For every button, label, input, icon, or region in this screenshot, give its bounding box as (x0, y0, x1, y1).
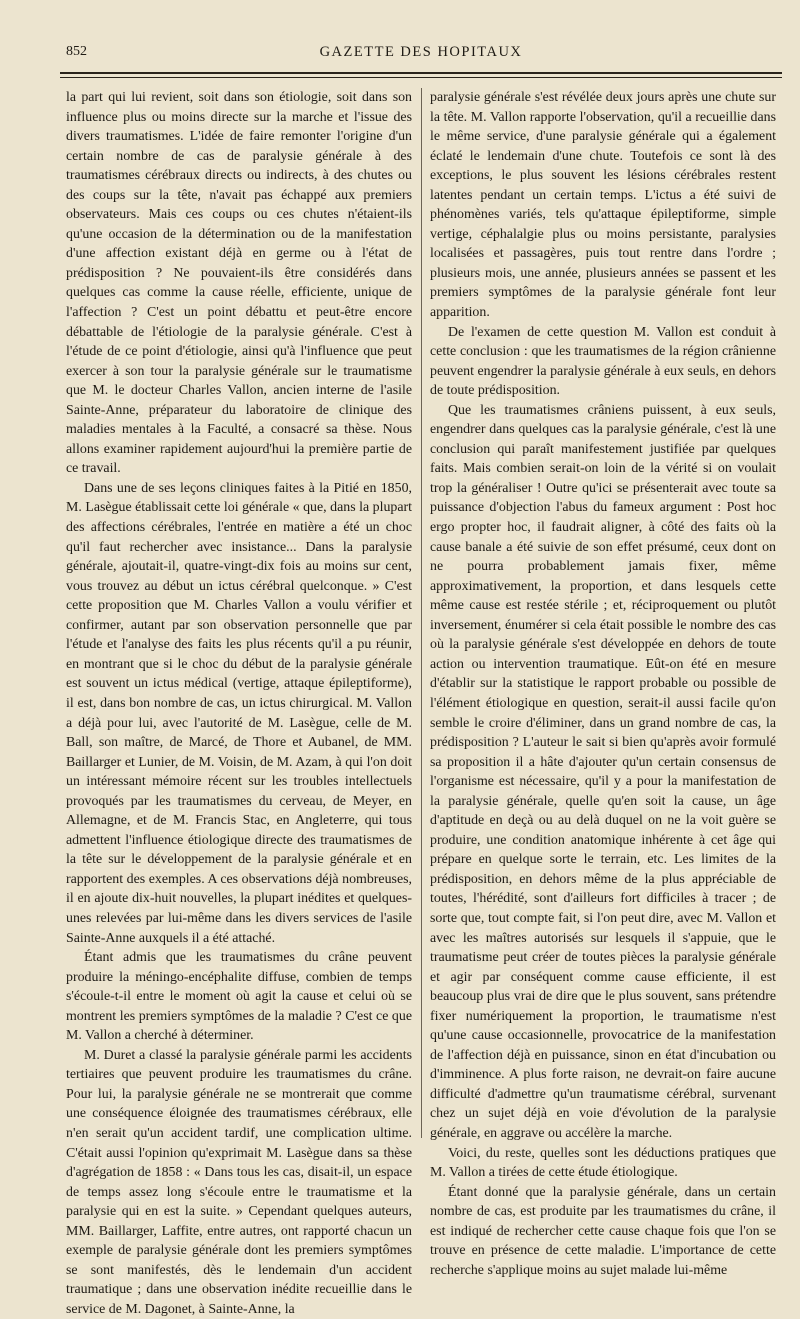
paragraph: M. Duret a classé la paralysie générale parmi les accidents tertiaires que peuvent produire les traumatismes du crâne. Pour lui, la paralysie générale ne se montrerait que comme une conséquence éloignée des traumatismes cérébraux, elle n'en serait qu'un accident tardif, une complication ultime. C'était aussi l'opinion qu'exprimait M. Lasègue dans sa thèse d'agrégation de 1858 : « Dans tous les cas, disait-il, un espace de temps assez long s'écoule entre le traumatisme et la paralysie qui en est la suite. » Cependant quelques auteurs, MM. Baillarger, Laffite, entre autres, ont rapporté chacun un exemple de paralysie générale dont les premiers symptômes se sont manifestés, dès le lendemain d'un accident traumatique ; dans une observation inédite recueillie dans le service de M. Dagonet, à Sainte-Anne, la (66, 1047, 412, 1317)
page-number: 852 (66, 44, 87, 59)
paragraph: paralysie générale s'est révélée deux jours après une chute sur la tête. M. Vallon rapporte l'observation, qu'il a recueillie dans le même service, d'une paralysie générale qui a également éclaté le lendemain d'une chute. Toutefois ce sont là des exceptions, le plus souvent les lésions cérébrales restent latentes pendant un certain temps. L'ictus a été suivi de phénomènes variés, tels qu'attaque épileptiforme, simple vertige, céphalalgie plus ou moins persistante, paralysies localisées et passagères, puis tout rentre dans l'ordre ; plusieurs mois, une année, plusieurs années se passent et les premiers symptômes de la paralysie générale font leur apparition. (430, 90, 776, 321)
paragraph: Dans une de ses leçons cliniques faites à la Pitié en 1850, M. Lasègue établissait cette loi générale « que, dans la plupart des affections cérébrales, l'entrée en matière a été un choc qu'il faut rechercher avec insistance... Dans la paralysie générale, ajoutait-il, quatre-vingt-dix fois au moins sur cent, vous trouvez au début un ictus cérébral quelconque. » C'est cette proposition que M. Charles Vallon a voulu vérifier et confirmer, autant par son observation personnelle que par l'étude et l'analyse des faits les plus récents qu'il a pu réunir, en montrant que si le choc du début de la paralysie générale est souvent un ictus médical (vertige, attaque épileptiforme), il est, dans bon nombre de cas, un ictus chirurgical. M. Vallon a déjà pour lui, avec l'autorité de M. Lasègue, celle de M. Ball, son maître, de Marcé, de Thore et Aubanel, de MM. Baillarger et Lunier, de M. Voisin, de M. Azam, à qui l'on doit un intéressant mémoire récent sur les troubles intellectuels provoqués par les traumatismes du cerveau, de Meyer, en Allemagne, et de M. Francis Stac, en Angleterre, qui tous admettent l'influence étiologique directe des traumatismes de la tête sur le développement de la paralysie générale et en rapportent des exemples. A ces observations déjà nombreuses, il en ajoute dix-huit nouvelles, la plupart inédites et quelques-unes relevées par lui-même dans les divers services de l'asile Sainte-Anne auxquels il a été attaché. (66, 480, 412, 946)
left-column (66, 88, 412, 1317)
paragraph: la part qui lui revient, soit dans son étiologie, soit dans son influence plus ou moins directe sur la marche et l'issue des divers traumatismes. L'idée de faire remonter l'origine d'un certain nombre de cas de paralysie générale à des traumatismes cérébraux directs ou indirects, à des chutes ou des coups sur la tête, n'avait pas échappé aux premiers observateurs. Mais ces coups ou ces chutes n'étaient-ils qu'une occasion de la détermination ou de la manifestation d'une affection existant déjà en germe ou à l'état de prédisposition ? Ne pouvaient-ils être considérés dans quelques cas comme la cause réelle, efficiente, unique de l'affection ? C'est un point débattu et peut-être encore débattable de l'étiologie de la paralysie générale. C'est à l'étude de ce point d'étiologie, ainsi qu'à l'influence que peut exercer à son tour la paralysie générale sur le traumatisme que M. le docteur Charles Vallon, ancien interne de l'asile Sainte-Anne, préparateur du laboratoire de clinique des maladies mentales à la Faculté, a consacré sa thèse. Nous allons examiner rapidement aujourd'hui la première partie de ce travail. (66, 90, 412, 477)
paragraph: De l'examen de cette question M. Vallon est conduit à cette conclusion : que les traumatismes de la région crânienne peuvent engendrer la paralysie générale à eux seuls, en dehors de toute prédisposition. (430, 324, 776, 399)
paragraph: Que les traumatismes crâniens puissent, à eux seuls, engendrer dans quelques cas la paralysie générale, c'est là une conclusion qui paraît manifestement justifiée par quelques faits. Mais combien serait-on loin de la vérité si on voulait trop la généraliser ! Outre qu'ici se présenterait avec toute sa puissance d'objection l'abus du fameux argument : Post hoc ergo propter hoc, il faudrait aligner, à côté des faits où la cause banale a été suivie de son effet présumé, ceux dont on ne pourra probablement jamais fixer, même approximativement, la proportion, et dans lesquels cette même cause est restée stérile ; et, réciproquement ou plutôt inversement, énumérer si cela était possible le nombre des cas où la paralysie générale s'est développée en dehors de toute action ou intervention traumatique. Eût-on été en mesure d'établir sur la statistique le rapport probable ou possible de l'élément étiologique en question, serait-il aussi facile qu'on semble le croire d'éliminer, dans un grand nombre de cas, la prédisposition ? L'auteur le sait si bien qu'après avoir formulé sa proposition il a hâte d'ajouter qu'un certain consensus de l'organisme est nécessaire, qu'il y a pour la manifestation de la paralysie générale, quelle qu'en soit la cause, un âge d'aptitude en deçà ou au delà duquel on ne la voit guère se produire, une condition anatomique inhérente à cet âge qui prépare en quelque sorte le terrain, etc. Les limites de la prédisposition, en dehors même de la plus appréciable de toutes, l'hérédité, sont d'ailleurs fort difficiles à tracer ; de sorte que, tout compte fait, si l'on peut dire, avec M. Vallon et avec les maîtres autorisés sur lesquels il s'appuie, que le traumatisme peut créer de toutes pièces la paralysie générale et agir par conséquent comme cause efficiente, il est beaucoup plus vrai de dire que le plus souvent, sans prétendre fixer numériquement la proportion, le traumatisme n'est qu'une cause occasionnelle, provocatrice de la manifestation de l'affection déjà en puissance, sinon en état d'incubation ou d'imminence. A plus forte raison, ne devrait-on faire aucune difficulté d'admettre qu'un traumatisme cérébral, survenant chez un sujet déjà en voie d'évolution de la paralysie générale, en aggrave ou accélère la marche. (430, 402, 776, 1141)
journal-title: GAZETTE DES HOPITAUX (319, 44, 523, 60)
right-column (430, 88, 776, 1278)
paragraph: Étant donné que la paralysie générale, dans un certain nombre de cas, est produite par les traumatismes du crâne, il est indiqué de rechercher cette cause chaque fois que l'on se trouve en présence de cette maladie. L'importance de cette recherche s'applique moins au sujet malade lui-même (430, 1184, 776, 1278)
paragraph: Voici, du reste, quelles sont les déductions pratiques que M. Vallon a tirées de cette étude étiologique. (430, 1145, 776, 1181)
column-divider (421, 88, 422, 1138)
header-rule-thick (60, 72, 782, 74)
page-header (66, 44, 776, 66)
header-rule-thin (60, 77, 782, 78)
paragraph: Étant admis que les traumatismes du crâne peuvent produire la méningo-encéphalite diffuse, combien de temps s'écoule-t-il entre le moment où agit la cause et celui où se montrent les premiers symptômes de la maladie ? C'est ce que M. Vallon a cherché à déterminer. (66, 950, 412, 1044)
